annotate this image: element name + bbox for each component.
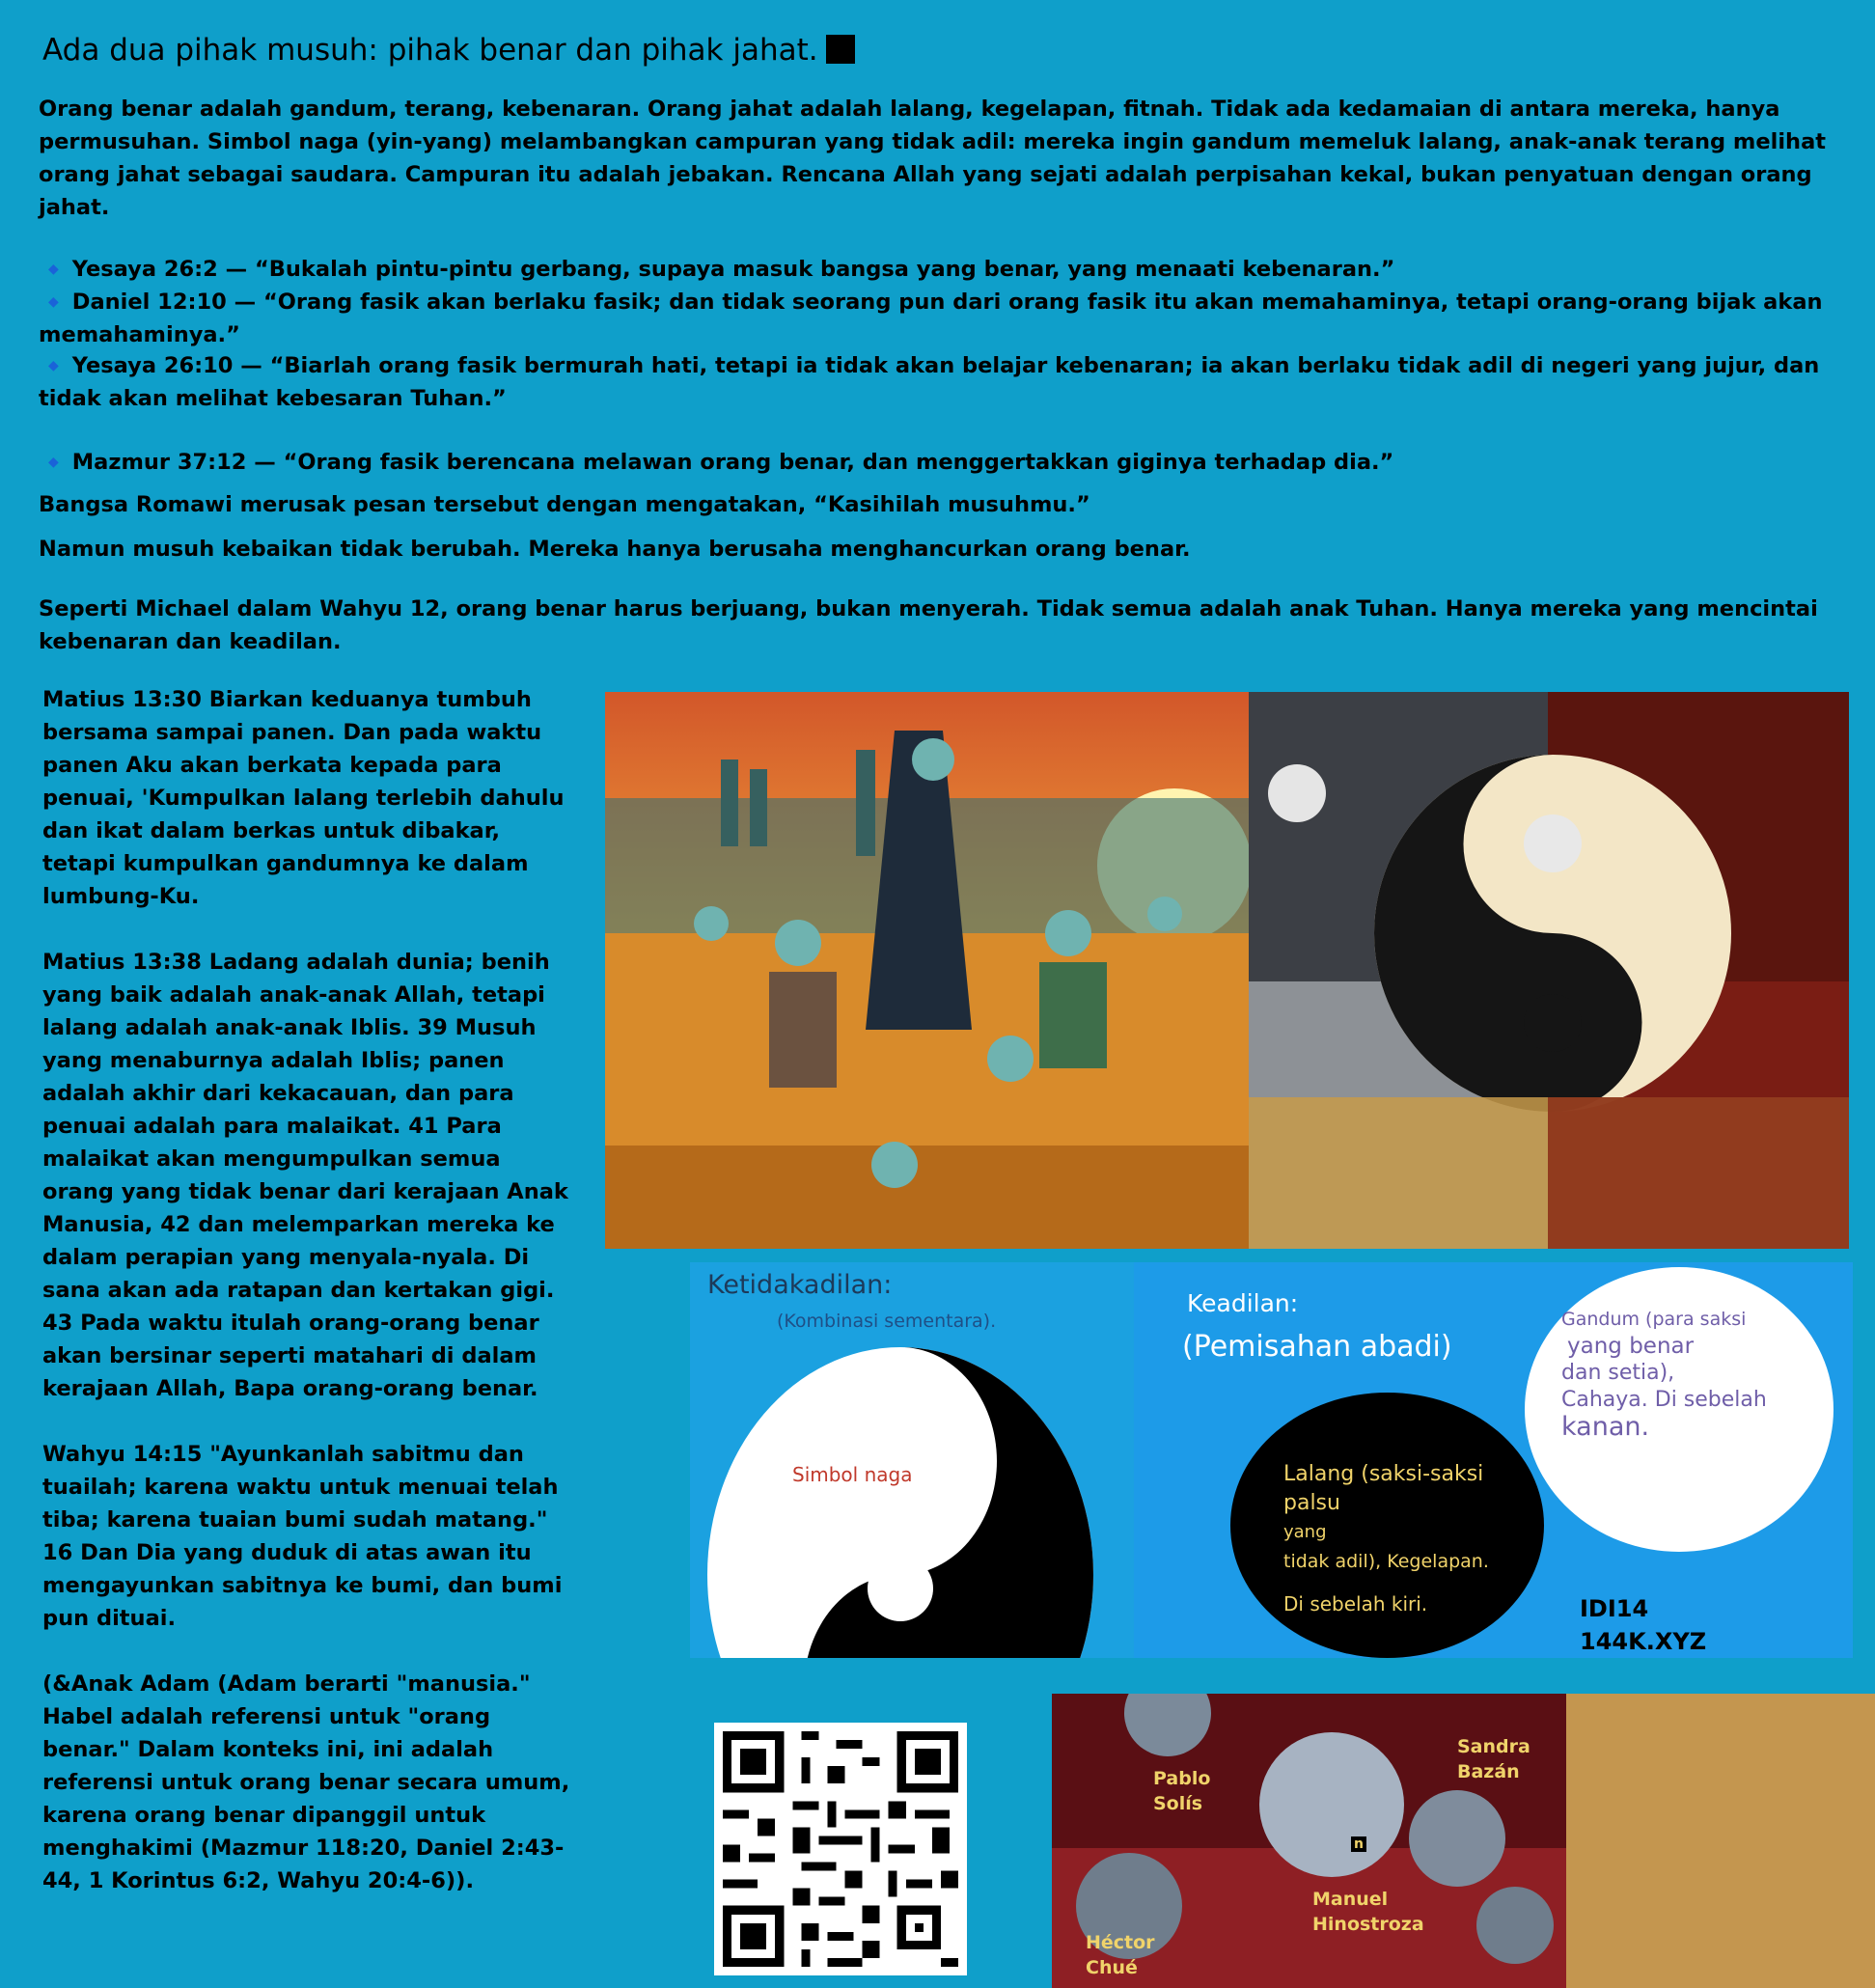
dragon-symbol-label: Simbol naga bbox=[785, 1461, 920, 1488]
injustice-section bbox=[690, 1262, 1134, 1658]
white-circle-line: yang benar bbox=[1567, 1334, 1695, 1359]
page-title: Ada dua pihak musuh: pihak benar dan pihak jahat. bbox=[42, 33, 855, 68]
yin-yang-split-image bbox=[1249, 692, 1849, 1249]
wahyu-14-15: Wahyu 14:15 "Ayunkanlah sabitmu dan tuailah; karena waktu untuk menuai telah tiba; karena tuaian bumi sudah matang." 16 Dan Dia yang duduk di atas awan itu mengayunkan sabitnya ke bumi, dan bumi pun dituai. bbox=[42, 1442, 563, 1631]
name-line: Chué bbox=[1086, 1957, 1138, 1978]
justice-diagram-panel bbox=[690, 1262, 1853, 1658]
verse-1: ◆ Yesaya 26:2 — “Bukalah pintu-pintu gerbang, supaya masuk bangsa yang benar, yang menaati kebenaran.” bbox=[48, 257, 1395, 282]
name-line: Héctor bbox=[1086, 1932, 1155, 1953]
justice-title: Keadilan: bbox=[1187, 1289, 1299, 1317]
qr-code[interactable] bbox=[714, 1723, 967, 1975]
white-circle-line: dan setia), bbox=[1561, 1361, 1675, 1385]
injustice-title: Ketidakadilan: bbox=[707, 1270, 893, 1300]
name-line: Manuel bbox=[1312, 1889, 1389, 1910]
name-line: Solís bbox=[1153, 1793, 1203, 1814]
namun-line: Namun musuh kebaikan tidak berubah. Mereka hanya berusaha menghancurkan orang benar. bbox=[39, 537, 1191, 562]
name-pablo-solis bbox=[1153, 1766, 1210, 1816]
matius-13-38: Matius 13:38 Ladang adalah dunia; benih yang baik adalah anak-anak Allah, tetapi lalang adalah anak-anak Iblis. 39 Musuh yang menaburnya adalah Iblis; panen adalah akhir dari kekacauan, dan para penuai adalah para malaikat. 41 Para malaikat akan mengumpulkan semua orang yang tidak benar dari kerajaan Anak Manusia, 42 dan melemparkan mereka ke dalam perapian yang menyala-nyala. Di sana akan ada ratapan dan kertakan gigi. 43 Pada waktu itulah orang-orang benar akan bersinar seperti matahari di dalam kerajaan Allah, Bapa orang-orang benar. bbox=[42, 950, 568, 1401]
verse-2: ◆ Daniel 12:10 — “Orang fasik akan berlaku fasik; dan tidak seorang pun dari orang fasik itu akan memahaminya, tetapi orang-orang bijak akan memahaminya.” bbox=[39, 290, 1823, 347]
romawi-line: Bangsa Romawi merusak pesan tersebut dengan mengatakan, “Kasihilah musuhmu.” bbox=[39, 492, 1090, 517]
matius-13-30: Matius 13:30 Biarkan keduanya tumbuh bersama sampai panen. Dan pada waktu panen Aku akan berkata kepada para penuai, 'Kumpulkan lalang terlebih dahulu dan ikat dalam berkas untuk dibakar, tetapi kumpulkan gandumnya ke dalam lumbung-Ku. bbox=[42, 687, 565, 909]
name-sandra-bazan bbox=[1457, 1734, 1530, 1784]
intro-paragraph: Orang benar adalah gandum, terang, kebenaran. Orang jahat adalah lalang, kegelapan, fitnah. Tidak ada kedamaian di antara mereka, hanya permusuhan. Simbol naga (yin-yang) melambangkan campuran yang tidak adil: mereka ingin gandum memeluk lalang, anak-anak terang melihat orang jahat sebagai saudara. Campuran itu adalah jebakan. Rencana Allah yang sejati adalah perpisahan kekal, bukan penyatuan dengan orang jahat. bbox=[39, 97, 1827, 220]
bottom-zombies-wheat-image bbox=[1052, 1694, 1875, 1988]
black-circle-line: yang bbox=[1283, 1522, 1327, 1542]
black-circle-line: Di sebelah kiri. bbox=[1283, 1592, 1428, 1615]
white-circle-text bbox=[1561, 1306, 1767, 1441]
yin-yang-symbol bbox=[698, 1347, 1103, 1658]
black-circle-line: tidak adil), Kegelapan. bbox=[1283, 1551, 1489, 1572]
name-line: Bazán bbox=[1457, 1761, 1520, 1782]
black-square-icon bbox=[826, 35, 855, 64]
zombie-wheat-field-image bbox=[605, 692, 1249, 1249]
site-label bbox=[1580, 1592, 1706, 1658]
anak-adam-note: (&Anak Adam (Adam berarti "manusia." Habel adalah referensi untuk "orang benar." Dalam konteks ini, ini adalah referensi untuk orang benar secara umum, karena orang benar dipanggil untuk menghakimi (Mazmur 118:20, Daniel 2:43-44, 1 Korintus 6:2, Wahyu 20:4-6)). bbox=[42, 1671, 570, 1893]
name-line: Sandra bbox=[1457, 1736, 1530, 1757]
white-circle bbox=[1525, 1267, 1834, 1552]
black-circle-line: Lalang (saksi-saksi bbox=[1283, 1462, 1484, 1486]
black-circle-line: palsu bbox=[1283, 1491, 1340, 1515]
diamond-bullet-icon: ◆ bbox=[48, 262, 59, 277]
black-circle bbox=[1230, 1393, 1544, 1658]
diamond-bullet-icon: ◆ bbox=[48, 455, 59, 470]
injustice-subtitle: (Kombinasi sementara). bbox=[777, 1311, 997, 1332]
site-line-1: IDI14 bbox=[1580, 1595, 1649, 1622]
name-line: Hinostroza bbox=[1312, 1914, 1424, 1935]
left-column bbox=[42, 683, 575, 1930]
name-n: n bbox=[1351, 1836, 1366, 1852]
site-line-2: 144K.XYZ bbox=[1580, 1628, 1707, 1655]
black-circle-text bbox=[1283, 1460, 1489, 1618]
white-circle-line: kanan. bbox=[1561, 1412, 1650, 1442]
name-hector-chue bbox=[1086, 1930, 1155, 1980]
diamond-bullet-icon: ◆ bbox=[48, 294, 59, 310]
name-manuel-hinostroza bbox=[1312, 1887, 1424, 1937]
diamond-bullet-icon: ◆ bbox=[48, 358, 59, 373]
name-line: Pablo bbox=[1153, 1768, 1211, 1789]
verse-4: ◆ Mazmur 37:12 — “Orang fasik berencana melawan orang benar, dan menggertakkan giginya terhadap dia.” bbox=[48, 450, 1394, 475]
justice-subtitle: (Pemisahan abadi) bbox=[1182, 1330, 1452, 1364]
michael-paragraph: Seperti Michael dalam Wahyu 12, orang benar harus berjuang, bukan menyerah. Tidak semua adalah anak Tuhan. Hanya mereka yang mencintai kebenaran dan keadilan. bbox=[39, 596, 1818, 654]
verse-3: ◆ Yesaya 26:10 — “Biarlah orang fasik bermurah hati, tetapi ia tidak akan belajar kebenaran; ia akan berlaku tidak adil di negeri yang jujur, dan tidak akan melihat kebesaran Tuhan.” bbox=[39, 353, 1820, 411]
white-circle-line: Gandum (para saksi bbox=[1561, 1309, 1747, 1330]
white-circle-line: Cahaya. Di sebelah bbox=[1561, 1388, 1767, 1412]
